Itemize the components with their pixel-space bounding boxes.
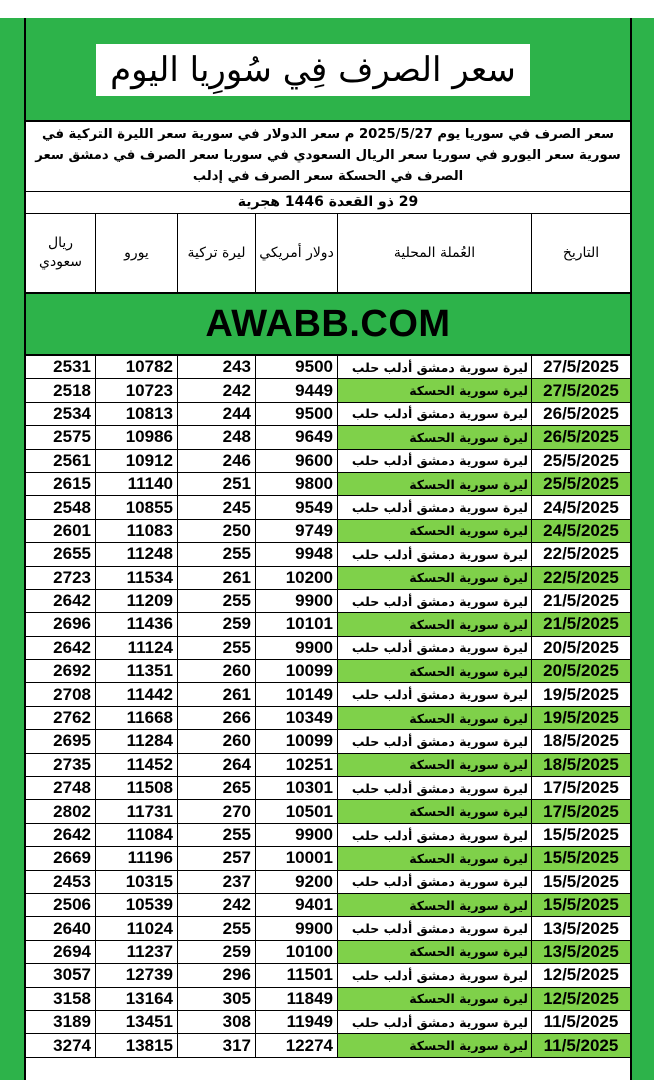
cell-eur: 13451 — [96, 1011, 178, 1033]
cell-usd: 10251 — [256, 754, 338, 776]
cell-try: 250 — [178, 520, 256, 542]
cell-currency: ليرة سورية الحسكة — [338, 660, 532, 682]
table-row — [26, 660, 630, 683]
cell-currency: ليرة سورية دمشق أدلب حلب — [338, 964, 532, 986]
cell-date: 22/5/2025 — [543, 544, 619, 564]
cell-try: 260 — [178, 660, 256, 682]
cell-eur: 11084 — [96, 824, 178, 846]
table-row — [26, 356, 630, 379]
cell-date: 12/5/2025 — [532, 988, 630, 1010]
cell-usd: 10100 — [256, 941, 338, 963]
cell-sar: 3057 — [26, 964, 96, 986]
table-row — [26, 450, 630, 473]
cell-try: 259 — [178, 613, 256, 635]
cell-eur: 10782 — [96, 356, 178, 378]
cell-eur: 11351 — [96, 660, 178, 682]
cell-date: 20/5/2025 — [543, 637, 619, 657]
cell-eur: 11024 — [96, 917, 178, 939]
left-green-margin — [0, 0, 24, 1080]
header-eur: يورو — [96, 214, 178, 292]
cell-currency: ليرة سورية دمشق أدلب حلب — [338, 590, 532, 612]
cell-sar: 2548 — [26, 496, 96, 518]
header-sar: ريال سعودي — [26, 214, 96, 292]
cell-sar: 2601 — [26, 520, 96, 542]
cell-date: 11/5/2025 — [543, 1012, 619, 1032]
cell-sar: 2642 — [26, 590, 96, 612]
description-text: سعر الصرف في سوريا يوم 2025/5/27 م سعر الدولار في سورية سعر الليرة التركية في سورية سعر اليورو في سوريا سعر الريال السعودي في سوريا سعر الصرف في دمشق سعر الصرف في الحسكة سعر الصرف في إدلب — [26, 122, 630, 192]
cell-try: 242 — [178, 379, 256, 401]
cell-sar: 2655 — [26, 543, 96, 565]
cell-usd: 10099 — [256, 730, 338, 752]
cell-try: 261 — [178, 683, 256, 705]
header-currency: العُملة المحلية — [338, 214, 532, 292]
cell-currency: ليرة سورية دمشق أدلب حلب — [338, 356, 532, 378]
cell-try: 259 — [178, 941, 256, 963]
cell-currency: ليرة سورية دمشق أدلب حلب — [338, 917, 532, 939]
cell-usd: 10149 — [256, 683, 338, 705]
cell-usd: 11849 — [256, 988, 338, 1010]
cell-eur: 11196 — [96, 847, 178, 869]
cell-try: 245 — [178, 496, 256, 518]
cell-try: 255 — [178, 637, 256, 659]
table-row — [26, 426, 630, 449]
cell-eur: 11248 — [96, 543, 178, 565]
hijri-date: 29 ذو القعدة 1446 هجرية — [26, 192, 630, 214]
cell-try: 257 — [178, 847, 256, 869]
cell-eur: 10539 — [96, 894, 178, 916]
title-band — [26, 18, 630, 122]
cell-sar: 2708 — [26, 683, 96, 705]
cell-currency: ليرة سورية دمشق أدلب حلب — [338, 683, 532, 705]
cell-eur: 11508 — [96, 777, 178, 799]
cell-eur: 11237 — [96, 941, 178, 963]
table-row — [26, 847, 630, 870]
cell-currency: ليرة سورية الحسكة — [338, 941, 532, 963]
cell-sar: 2531 — [26, 356, 96, 378]
cell-currency: ليرة سورية الحسكة — [338, 988, 532, 1010]
cell-eur: 10813 — [96, 403, 178, 425]
cell-try: 270 — [178, 800, 256, 822]
cell-currency: ليرة سورية دمشق أدلب حلب — [338, 637, 532, 659]
cell-date: 26/5/2025 — [532, 426, 630, 448]
cell-date: 15/5/2025 — [543, 825, 619, 844]
cell-try: 317 — [178, 1034, 256, 1056]
cell-sar: 2762 — [26, 707, 96, 729]
table-row — [26, 777, 630, 800]
cell-currency: ليرة سورية الحسكة — [338, 473, 532, 495]
cell-date: 12/5/2025 — [543, 965, 619, 985]
cell-date: 19/5/2025 — [543, 684, 619, 704]
cell-usd: 10101 — [256, 613, 338, 635]
cell-eur: 11668 — [96, 707, 178, 729]
cell-currency: ليرة سورية دمشق أدلب حلب — [338, 824, 532, 846]
cell-sar: 3189 — [26, 1011, 96, 1033]
cell-date: 27/5/2025 — [532, 379, 630, 401]
brand-watermark: AWABB.COM — [205, 302, 451, 345]
cell-eur: 10986 — [96, 426, 178, 448]
header-usd: دولار أمريكي — [256, 214, 338, 292]
cell-date: 26/5/2025 — [543, 403, 619, 423]
cell-eur: 11452 — [96, 754, 178, 776]
cell-currency: ليرة سورية دمشق أدلب حلب — [338, 777, 532, 799]
cell-usd: 9500 — [256, 403, 338, 425]
cell-currency: ليرة سورية الحسكة — [338, 426, 532, 448]
cell-eur: 10855 — [96, 496, 178, 518]
cell-try: 264 — [178, 754, 256, 776]
table-row — [26, 473, 630, 496]
cell-usd: 9449 — [256, 379, 338, 401]
rates-table-body — [26, 356, 630, 1058]
cell-sar: 2640 — [26, 917, 96, 939]
cell-currency: ليرة سورية الحسكة — [338, 379, 532, 401]
cell-date: 24/5/2025 — [543, 497, 619, 517]
cell-date: 22/5/2025 — [532, 567, 630, 589]
cell-currency: ليرة سورية الحسكة — [338, 847, 532, 869]
right-green-margin — [632, 0, 654, 1080]
cell-currency: ليرة سورية دمشق أدلب حلب — [338, 450, 532, 472]
cell-usd: 12274 — [256, 1034, 338, 1056]
table-row — [26, 379, 630, 402]
cell-try: 248 — [178, 426, 256, 448]
cell-currency: ليرة سورية الحسكة — [338, 754, 532, 776]
cell-usd: 9900 — [256, 637, 338, 659]
cell-try: 308 — [178, 1011, 256, 1033]
cell-usd: 10301 — [256, 777, 338, 799]
cell-date: 25/5/2025 — [543, 450, 619, 470]
cell-usd: 9749 — [256, 520, 338, 542]
cell-date: 25/5/2025 — [532, 473, 630, 495]
cell-try: 261 — [178, 567, 256, 589]
table-row — [26, 637, 630, 660]
cell-currency: ليرة سورية الحسكة — [338, 567, 532, 589]
table-row — [26, 917, 630, 940]
cell-try: 255 — [178, 824, 256, 846]
cell-try: 244 — [178, 403, 256, 425]
cell-sar: 2669 — [26, 847, 96, 869]
cell-eur: 11284 — [96, 730, 178, 752]
cell-eur: 10723 — [96, 379, 178, 401]
cell-sar: 3158 — [26, 988, 96, 1010]
cell-usd: 9401 — [256, 894, 338, 916]
cell-date: 13/5/2025 — [532, 941, 630, 963]
cell-sar: 2692 — [26, 660, 96, 682]
cell-usd: 10349 — [256, 707, 338, 729]
cell-eur: 12739 — [96, 964, 178, 986]
cell-eur: 11140 — [96, 473, 178, 495]
cell-date: 15/5/2025 — [532, 894, 630, 916]
cell-eur: 10912 — [96, 450, 178, 472]
header-try: ليرة تركية — [178, 214, 256, 292]
cell-eur: 13815 — [96, 1034, 178, 1056]
cell-sar: 2695 — [26, 730, 96, 752]
table-row — [26, 543, 630, 566]
top-white-margin — [0, 0, 654, 18]
cell-usd: 9948 — [256, 543, 338, 565]
cell-currency: ليرة سورية الحسكة — [338, 894, 532, 916]
cell-currency: ليرة سورية الحسكة — [338, 1034, 532, 1056]
cell-eur: 13164 — [96, 988, 178, 1010]
cell-date: 18/5/2025 — [543, 731, 619, 751]
cell-currency: ليرة سورية الحسكة — [338, 707, 532, 729]
cell-usd: 11949 — [256, 1011, 338, 1033]
cell-date: 13/5/2025 — [543, 918, 619, 938]
cell-date: 15/5/2025 — [543, 871, 619, 891]
cell-try: 237 — [178, 871, 256, 893]
cell-try: 296 — [178, 964, 256, 986]
cell-usd: 10501 — [256, 800, 338, 822]
cell-eur: 10315 — [96, 871, 178, 893]
brand-band — [26, 294, 630, 356]
page-title: سعر الصرف فِي سُورِيا اليوم — [110, 50, 516, 90]
cell-try: 246 — [178, 450, 256, 472]
cell-date: 18/5/2025 — [532, 754, 630, 776]
cell-date: 11/5/2025 — [532, 1034, 630, 1056]
cell-date: 21/5/2025 — [543, 591, 619, 611]
cell-usd: 11501 — [256, 964, 338, 986]
cell-usd: 9900 — [256, 824, 338, 846]
cell-sar: 2518 — [26, 379, 96, 401]
cell-currency: ليرة سورية الحسكة — [338, 520, 532, 542]
cell-try: 242 — [178, 894, 256, 916]
cell-eur: 11442 — [96, 683, 178, 705]
cell-date: 19/5/2025 — [532, 707, 630, 729]
cell-sar: 2575 — [26, 426, 96, 448]
cell-eur: 11436 — [96, 613, 178, 635]
cell-sar: 2723 — [26, 567, 96, 589]
cell-date: 17/5/2025 — [543, 778, 619, 798]
cell-sar: 2561 — [26, 450, 96, 472]
exchange-rate-sheet — [24, 18, 632, 1080]
table-row — [26, 683, 630, 706]
cell-sar: 2506 — [26, 894, 96, 916]
cell-sar: 2615 — [26, 473, 96, 495]
table-row — [26, 894, 630, 917]
table-row — [26, 964, 630, 987]
table-row — [26, 1034, 630, 1057]
cell-eur: 11083 — [96, 520, 178, 542]
cell-try: 266 — [178, 707, 256, 729]
cell-sar: 2696 — [26, 613, 96, 635]
cell-usd: 9600 — [256, 450, 338, 472]
table-row — [26, 496, 630, 519]
cell-try: 305 — [178, 988, 256, 1010]
cell-try: 251 — [178, 473, 256, 495]
table-row — [26, 403, 630, 426]
table-header — [26, 214, 630, 294]
cell-sar: 2802 — [26, 800, 96, 822]
cell-eur: 11209 — [96, 590, 178, 612]
table-row — [26, 871, 630, 894]
table-row — [26, 520, 630, 543]
cell-usd: 9900 — [256, 590, 338, 612]
cell-sar: 2534 — [26, 403, 96, 425]
cell-try: 255 — [178, 917, 256, 939]
cell-date: 20/5/2025 — [532, 660, 630, 682]
cell-try: 260 — [178, 730, 256, 752]
cell-date: 17/5/2025 — [532, 800, 630, 822]
cell-eur: 11534 — [96, 567, 178, 589]
cell-currency: ليرة سورية دمشق أدلب حلب — [338, 403, 532, 425]
table-row — [26, 730, 630, 753]
cell-date: 21/5/2025 — [532, 613, 630, 635]
cell-usd: 10001 — [256, 847, 338, 869]
cell-currency: ليرة سورية دمشق أدلب حلب — [338, 496, 532, 518]
cell-date: 27/5/2025 — [543, 357, 619, 377]
cell-try: 255 — [178, 590, 256, 612]
cell-sar: 2694 — [26, 941, 96, 963]
cell-eur: 11731 — [96, 800, 178, 822]
cell-currency: ليرة سورية الحسكة — [338, 800, 532, 822]
cell-usd: 9900 — [256, 917, 338, 939]
table-row — [26, 567, 630, 590]
table-row — [26, 824, 630, 847]
cell-usd: 9500 — [256, 356, 338, 378]
cell-date: 24/5/2025 — [532, 520, 630, 542]
table-row — [26, 941, 630, 964]
cell-currency: ليرة سورية الحسكة — [338, 613, 532, 635]
cell-sar: 2453 — [26, 871, 96, 893]
cell-usd: 10099 — [256, 660, 338, 682]
cell-date: 15/5/2025 — [532, 847, 630, 869]
table-row — [26, 800, 630, 823]
table-row — [26, 1011, 630, 1034]
cell-currency: ليرة سورية دمشق أدلب حلب — [338, 871, 532, 893]
cell-usd: 9649 — [256, 426, 338, 448]
cell-sar: 2735 — [26, 754, 96, 776]
cell-try: 243 — [178, 356, 256, 378]
cell-currency: ليرة سورية دمشق أدلب حلب — [338, 730, 532, 752]
cell-currency: ليرة سورية دمشق أدلب حلب — [338, 1011, 532, 1033]
table-row — [26, 707, 630, 730]
table-row — [26, 590, 630, 613]
table-row — [26, 613, 630, 636]
cell-sar: 2642 — [26, 637, 96, 659]
table-row — [26, 754, 630, 777]
title-box — [96, 44, 530, 96]
cell-eur: 11124 — [96, 637, 178, 659]
cell-usd: 9549 — [256, 496, 338, 518]
cell-sar: 2748 — [26, 777, 96, 799]
cell-sar: 3274 — [26, 1034, 96, 1056]
cell-try: 255 — [178, 543, 256, 565]
header-date: التاريخ — [562, 244, 600, 261]
cell-currency: ليرة سورية دمشق أدلب حلب — [338, 543, 532, 565]
cell-try: 265 — [178, 777, 256, 799]
cell-sar: 2642 — [26, 824, 96, 846]
cell-usd: 9800 — [256, 473, 338, 495]
table-row — [26, 988, 630, 1011]
cell-usd: 10200 — [256, 567, 338, 589]
cell-usd: 9200 — [256, 871, 338, 893]
